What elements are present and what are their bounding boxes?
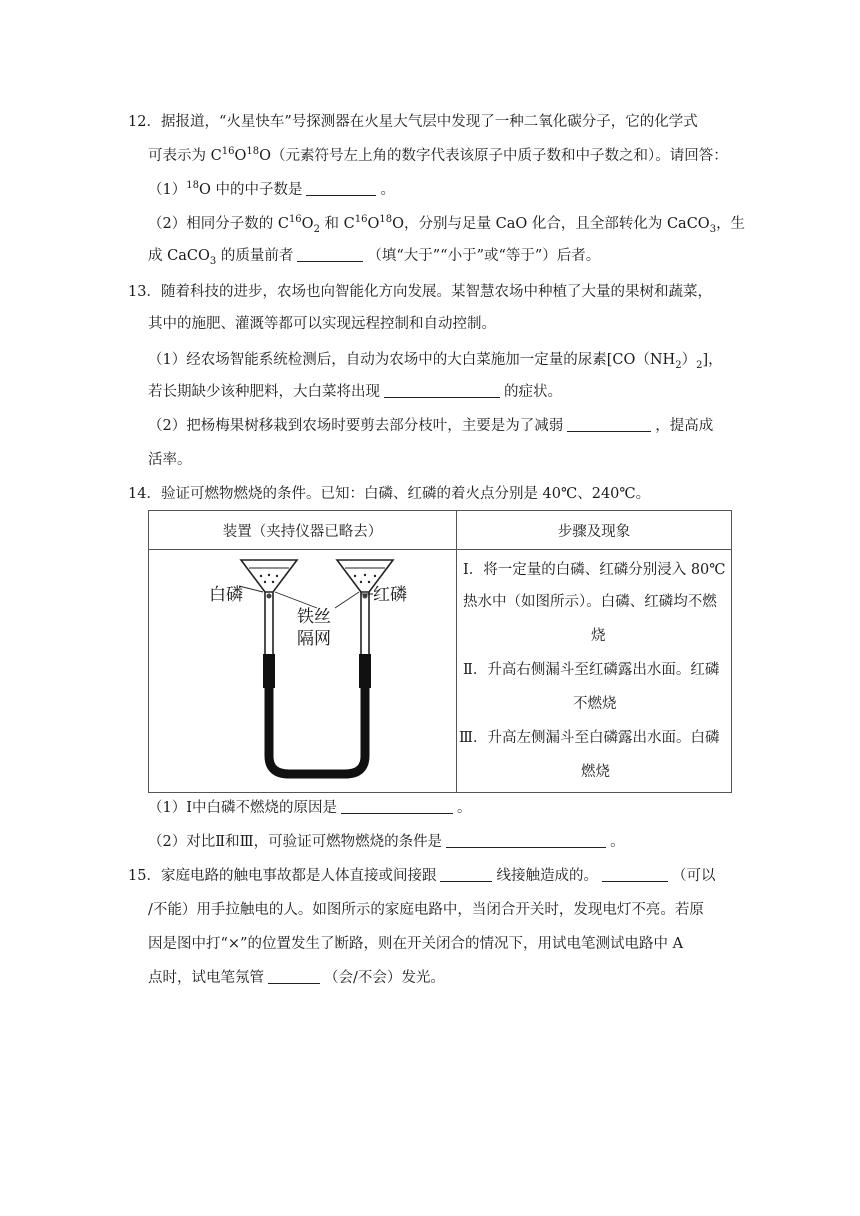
- q12-part-2: （2）相同分子数的 $C^{16}O_2$ 和 $C^{16}O^{18}O$，分别与足量 CaO 化合，且全部转化为 CaCO$_3$，生: [148, 214, 746, 235]
- q12-part-2-cont: 成 CaCO$_3$ 的质量前者 （填“大于”“小于”或“等于”）后者。: [148, 248, 601, 267]
- step-line-7: 燃烧: [581, 764, 610, 780]
- step-line-6: Ⅲ．升高左侧漏斗至白磷露出水面。白磷: [459, 730, 720, 746]
- q14-line-1: 14．验证可燃物燃烧的条件。已知：白磷、红磷的着火点分别是 40℃、240℃。: [128, 486, 651, 502]
- step-line-2: 热水中（如图所示）。白磷、红磷均不燃: [463, 594, 717, 610]
- q12-line-1: 12．据报道，“火星快车”号探测器在火星大气层中发现了一种二氧化碳分子，它的化学式: [128, 114, 698, 130]
- funnel-apparatus-diagram: [209, 556, 409, 786]
- answer-blank-q12-1[interactable]: [306, 181, 376, 196]
- q13-part-2-cont: 活率。: [148, 452, 192, 468]
- q13-line-2: 其中的施肥、灌溉等都可以实现远程控制和自动控制。: [148, 316, 496, 332]
- q13-part-2: （2）把杨梅果树移栽到农场时要剪去部分枝叶，主要是为了减弱 ，提高成: [148, 418, 714, 434]
- q15-line-3: 因是图中打“×”的位置发生了断路，则在开关闭合的情况下，用试电笔测试电路中 A: [148, 936, 684, 952]
- experiment-table: [148, 510, 732, 793]
- q14-part-2: （2）对比Ⅱ和Ⅲ，可验证可燃物燃烧的条件是 。: [148, 834, 625, 850]
- answer-blank-q15-2[interactable]: [602, 867, 668, 882]
- label-red-phosphorus: 红磷: [373, 585, 407, 604]
- apparatus-cell: [149, 550, 457, 793]
- q14-part-1: （1）Ⅰ中白磷不燃烧的原因是 。: [148, 800, 472, 816]
- q15-line-1: 15．家庭电路的触电事故都是人体直接或间接跟 线接触造成的。 （可以: [128, 868, 716, 884]
- label-white-phosphorus: 白磷: [209, 585, 243, 604]
- step-line-3: 烧: [591, 628, 606, 644]
- white-phosphorus-icon: [267, 594, 272, 599]
- rubber-tube-icon: [269, 686, 365, 774]
- q15-line-4: 点时，试电笔氖管 （会/不会）发光。: [148, 970, 445, 986]
- steps-cell: [457, 550, 732, 793]
- answer-blank-q14-1[interactable]: [341, 799, 453, 814]
- answer-blank-q13-2[interactable]: [567, 417, 651, 432]
- q12-part-1: $(1)^{18}O$ 中的中子数是 。: [148, 180, 395, 198]
- step-line-1: Ⅰ．将一定量的白磷、红磷分别浸入 80℃: [463, 562, 726, 578]
- label-iron-mesh-1: 铁丝: [297, 607, 331, 626]
- q13-part-1-cont: 若长期缺少该种肥料，大白菜将出现 的症状。: [148, 384, 562, 400]
- q13-part-1: （1）经农场智能系统检测后，自动为农场中的大白菜施加一定量的尿素$[CO(NH_2)_2]$，: [148, 352, 723, 371]
- q13-line-1: 13．随着科技的进步，农场也向智能化方向发展。某智慧农场中种植了大量的果树和蔬菜，: [128, 284, 712, 300]
- q15-line-2: /不能）用手拉触电的人。如图所示的家庭电路中，当闭合开关时，发现电灯不亮。若原: [148, 902, 704, 918]
- step-line-5: 不燃烧: [573, 696, 617, 712]
- table-header-steps: 步骤及现象: [457, 511, 732, 550]
- answer-blank-q14-2[interactable]: [446, 833, 606, 848]
- answer-blank-q15-3[interactable]: [268, 969, 320, 984]
- right-tube-connector: [359, 654, 371, 688]
- step-line-4: Ⅱ．升高右侧漏斗至红磷露出水面。红磷: [463, 662, 720, 678]
- answer-blank-q15-1[interactable]: [440, 867, 492, 882]
- table-header-apparatus: 装置（夹持仪器已略去）: [149, 511, 457, 550]
- q12-line-2: 可表示为 $C^{16}O^{18}O$（元素符号左上角的数字代表该原子中质子数和中子数之和）。请回答：: [148, 146, 728, 164]
- label-iron-mesh-2: 隔网: [297, 629, 331, 648]
- answer-blank-q12-2[interactable]: [297, 247, 363, 262]
- left-tube-connector: [263, 654, 275, 688]
- answer-blank-q13-1[interactable]: [384, 383, 500, 398]
